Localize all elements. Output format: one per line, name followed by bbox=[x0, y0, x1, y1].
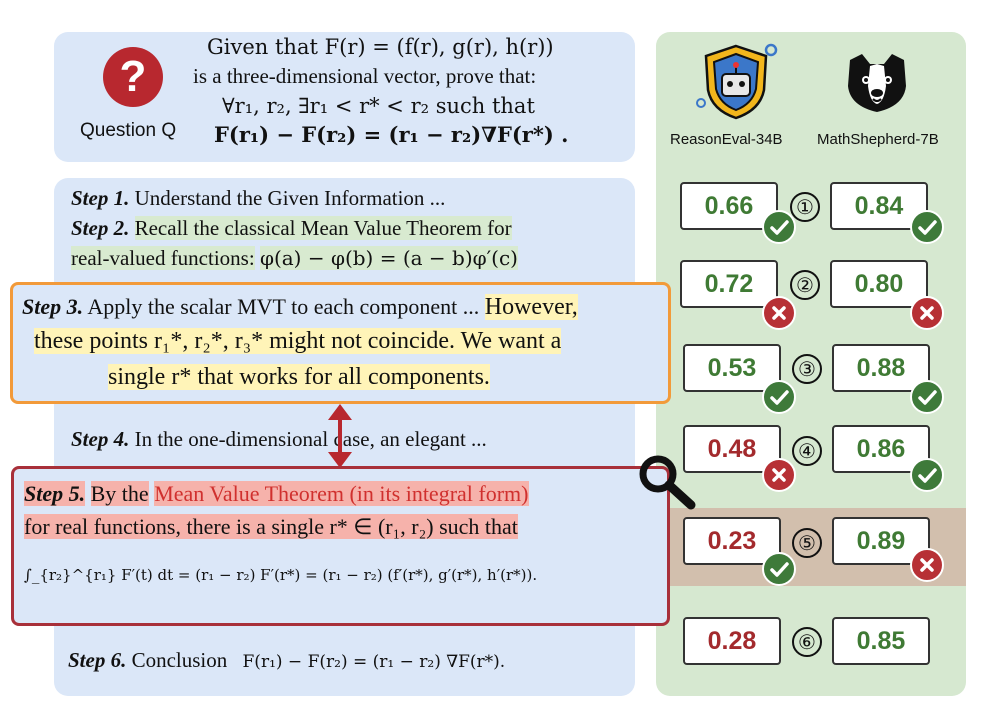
step-number-5: ⑤ bbox=[792, 528, 822, 558]
step-6-text: Conclusion bbox=[131, 648, 228, 672]
step-3-line-3 bbox=[108, 364, 490, 391]
question-line-1: Given that F(r) = (f(r), g(r), h(r)) bbox=[207, 35, 554, 59]
mathshepherd-score-2: 0.80 bbox=[830, 260, 928, 308]
step-2-label: Step 2. bbox=[71, 216, 130, 240]
question-line-4: F(r₁) − F(r₂) = (r₁ − r₂)∇F(r*) . bbox=[214, 122, 569, 147]
step-5-label: Step 5. bbox=[24, 481, 86, 506]
step-2-text-a: Recall the classical Mean Value Theorem for bbox=[134, 216, 512, 240]
step-3-goal: single r* that works for all components. bbox=[108, 364, 490, 390]
step-3-label: Step 3. bbox=[22, 294, 84, 319]
step-3-line-1 bbox=[22, 294, 578, 321]
question-icon: ? bbox=[103, 47, 163, 107]
step-4 bbox=[71, 427, 487, 452]
cross-icon bbox=[762, 296, 796, 330]
step-6-label: Step 6. bbox=[68, 648, 127, 672]
step-5-claim: for real functions, there is a single r* ∈ (r₁, r₂) such that bbox=[24, 514, 518, 539]
question-label: Question Q bbox=[80, 120, 177, 141]
check-icon bbox=[910, 210, 944, 244]
check-icon bbox=[910, 380, 944, 414]
reasoneval-score-6: 0.28 bbox=[683, 617, 781, 665]
step-2 bbox=[71, 216, 512, 241]
step-5-line-2 bbox=[24, 514, 518, 540]
question-line-2: is a three-dimensional vector, prove that: bbox=[193, 64, 537, 88]
step-5-formula: ∫_{r₂}^{r₁} F′(t) dt = (r₁ − r₂) F′(r*) = (r₁ − r₂) (f′(r*), g′(r*), h′(r*)). bbox=[24, 566, 538, 584]
cross-icon bbox=[910, 548, 944, 582]
robot-shield-icon bbox=[694, 40, 778, 122]
reasoneval-score-5: 0.23 bbox=[683, 517, 781, 565]
step-4-text: In the one-dimensional case, an elegant ... bbox=[134, 427, 487, 451]
step-number-1: ① bbox=[790, 192, 820, 222]
check-icon bbox=[762, 380, 796, 414]
step-number-3: ③ bbox=[792, 354, 822, 384]
mathshepherd-score-6: 0.85 bbox=[832, 617, 930, 665]
double-arrow-icon bbox=[322, 404, 358, 468]
reasoneval-label: ReasonEval-34B bbox=[670, 131, 783, 148]
question-line-3: ∀r₁, r₂, ∃r₁ < r* < r₂ such that bbox=[222, 94, 535, 118]
step-2-line-2 bbox=[71, 246, 518, 271]
step-5-text-a: By the bbox=[90, 481, 149, 506]
check-icon bbox=[762, 210, 796, 244]
cross-icon bbox=[910, 296, 944, 330]
step-number-4: ④ bbox=[792, 436, 822, 466]
step-5-line-1 bbox=[24, 481, 529, 507]
mathshepherd-score-3: 0.88 bbox=[832, 344, 930, 392]
step-2-text-b: real-valued functions: bbox=[71, 246, 255, 270]
step-3-line-2 bbox=[34, 328, 561, 355]
step-1 bbox=[71, 186, 445, 211]
step-1-label: Step 1. bbox=[71, 186, 130, 210]
mathshepherd-score-1: 0.84 bbox=[830, 182, 928, 230]
step-4-label: Step 4. bbox=[71, 427, 130, 451]
step-5-theorem: Mean Value Theorem (in its integral form) bbox=[154, 481, 529, 506]
reasoneval-score-3: 0.53 bbox=[683, 344, 781, 392]
step-2-formula: φ(a) − φ(b) = (a − b)φ′(c) bbox=[259, 246, 518, 270]
reasoneval-score-4: 0.48 bbox=[683, 425, 781, 473]
step-number-6: ⑥ bbox=[792, 627, 822, 657]
mathshepherd-score-4: 0.86 bbox=[832, 425, 930, 473]
reasoneval-score-1: 0.66 bbox=[680, 182, 778, 230]
step-3-text-b: However, bbox=[484, 294, 578, 320]
step-3-concern: these points r₁*, r₂*, r₃* might not coincide. We want a bbox=[34, 328, 562, 354]
step-6-formula: F(r₁) − F(r₂) = (r₁ − r₂) ∇F(r*). bbox=[242, 652, 506, 672]
mathshepherd-label: MathShepherd-7B bbox=[817, 131, 939, 148]
step-3-text-a: Apply the scalar MVT to each component ... bbox=[87, 294, 480, 319]
check-icon bbox=[910, 458, 944, 492]
mathshepherd-score-5: 0.89 bbox=[832, 517, 930, 565]
dog-icon bbox=[840, 46, 914, 116]
reasoneval-score-2: 0.72 bbox=[680, 260, 778, 308]
cross-icon bbox=[762, 458, 796, 492]
step-number-2: ② bbox=[790, 270, 820, 300]
step-1-text: Understand the Given Information ... bbox=[134, 186, 446, 210]
check-icon bbox=[762, 552, 796, 586]
step-6 bbox=[68, 648, 505, 673]
